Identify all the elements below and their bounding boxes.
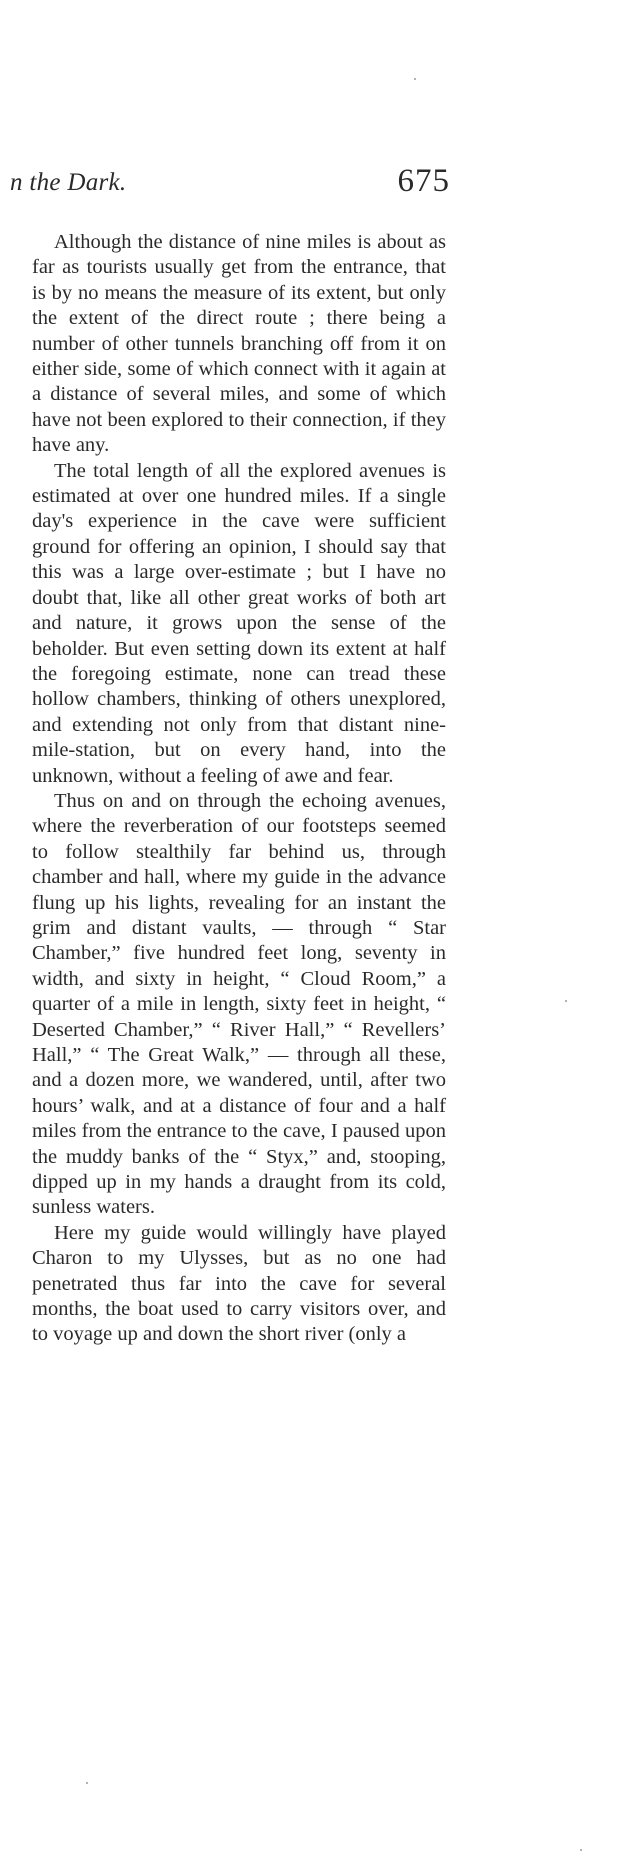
running-title: n the Dark. <box>10 169 127 196</box>
paper-speck <box>414 78 416 80</box>
paper-speck <box>86 1782 88 1784</box>
paragraph-explored-avenues: The total length of all the explored avenues is estimated at over one hundred miles. If a single day's experience in the cave were sufficient ground for offering an opinion, I should say that this was a large over-estimate ; but I have no doubt that, like all other great works of both art and nature, it grows upon the sense of the beholder. But even setting down its extent at half the foregoing estimate, none can tread these hollow chambers, thinking of others unexplored, and extending not only from that distant nine-mile-station, but on every hand, into the unknown, without a feeling of awe and fear. <box>32 459 446 787</box>
paper-speck <box>565 1000 567 1002</box>
paragraph-cave-extent: Although the distance of nine miles is about as far as tourists usually get from the entrance, that is by no means the measure of its extent, but only the extent of the direct route ; there being a number of other tunnels branching off from it on either side, some of which connect with it again at a distance of several miles, and some of which have not been explored to their connection, if they have any. <box>32 231 446 457</box>
article-body <box>32 230 446 1348</box>
page-header <box>10 163 450 203</box>
page-number: 675 <box>397 163 450 199</box>
paragraph-guide-charon: Here my guide would willingly have played Charon to my Ulysses, but as no one had penetrated thus far into the cave for several months, the boat used to carry visitors over, and to voyage up and down the short river (only a <box>32 1221 446 1346</box>
paper-speck <box>580 1849 582 1851</box>
paragraph-echoing-avenues: Thus on and on through the echoing avenues, where the reverberation of our footsteps seemed to follow stealthily far behind us, through chamber and hall, where my guide in the advance flung up his lights, revealing for an instant the grim and distant vaults, — through “ Star Chamber,” five hundred feet long, seventy in width, and sixty in height, “ Cloud Room,” a quarter of a mile in length, sixty feet in height, “ Deserted Chamber,” “ River Hall,” “ Revellers’ Hall,” “ The Great Walk,” — through all these, and a dozen more, we wandered, until, after two hours’ walk, and at a distance of four and a half miles from the entrance to the cave, I paused upon the muddy banks of the “ Styx,” and, stooping, dipped up in my hands a draught from its cold, sunless waters. <box>32 789 446 1219</box>
